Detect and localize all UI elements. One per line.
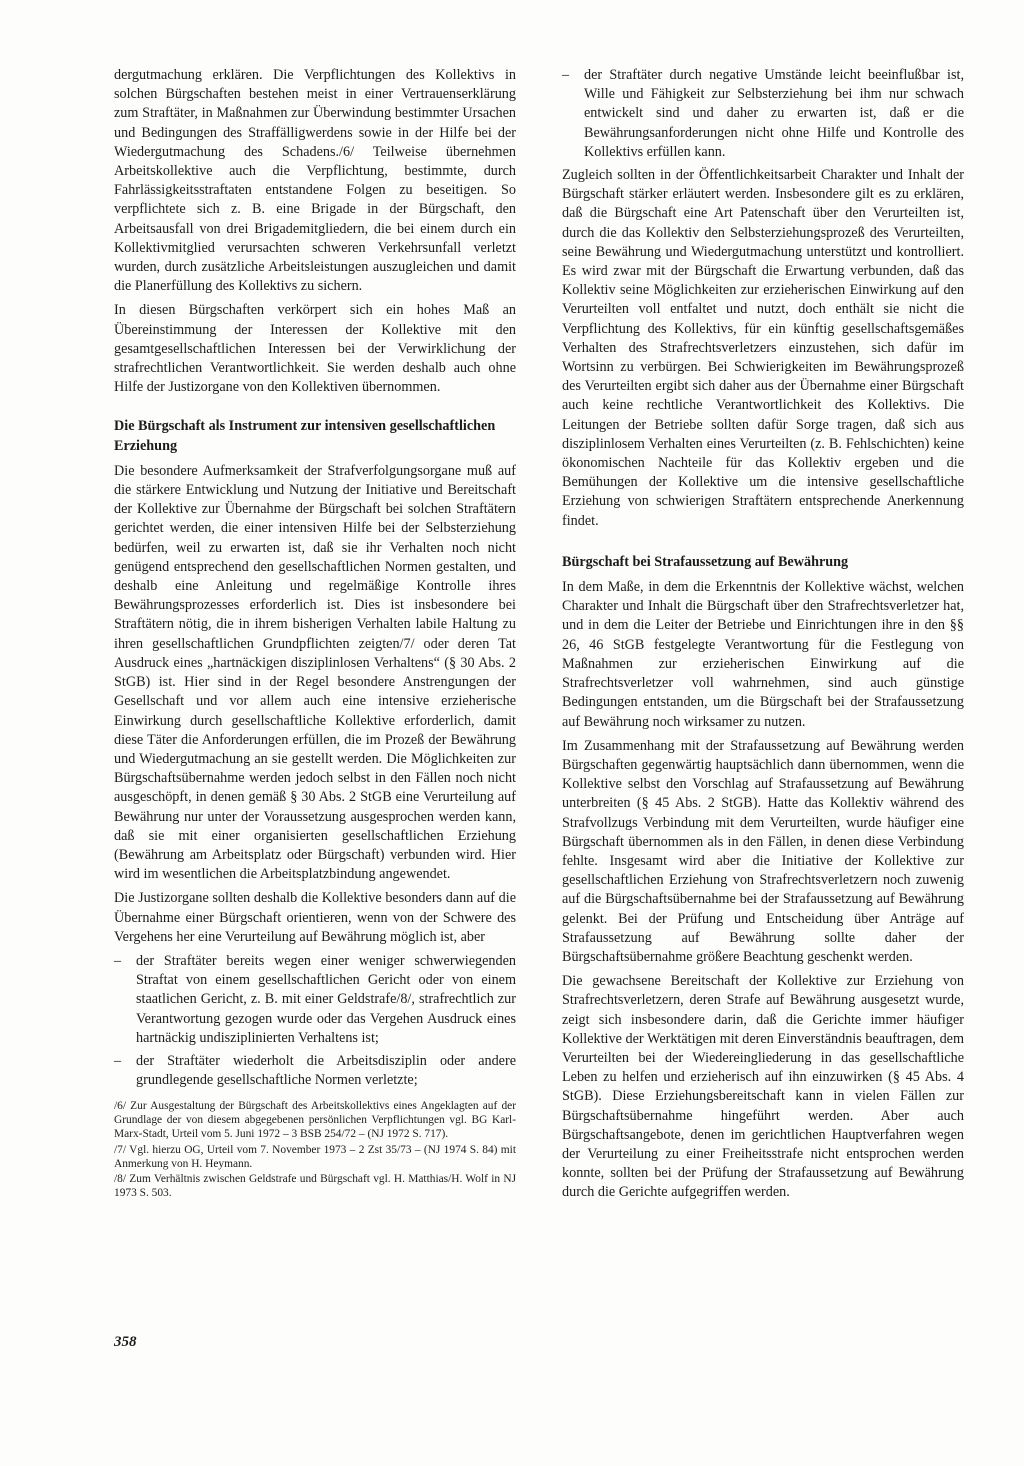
footnote-6: /6/ Zur Ausgestaltung der Bürgschaft des Arbeitskollektivs eines Angeklagten auf der Grundlage der von diesem abgegebenen persönlichen Verpflichtungen vgl. BG Karl-Marx-Stadt, Urteil vom 5. Juni 1972 – 3 BSB 254/72 – (NJ 1972 S. 717). <box>114 1100 516 1140</box>
footnote-7: /7/ Vgl. hierzu OG, Urteil vom 7. November 1973 – 2 Zst 35/73 – (NJ 1974 S. 84) mit Anmerkung von H. Heymann. <box>114 1143 516 1170</box>
paragraph: Zugleich sollten in der Öffentlichkeitsarbeit Charakter und Inhalt der Bürgschaft stärker erläutert werden. Insbesondere gilt es zu erklären, daß die Bürgschaft eine Art Patenschaft über den Verurteilten ist, durch die das Kollektiv den Selbsterziehungsprozeß des Verurteilten, seine Bewährung und Wiedergutmachung unterstützt und kontrolliert. Es wird zwar mit der Bürgschaft die Erwartung verbunden, daß das Kollektiv seine Möglichkeiten zur erzieherischen Einwirkung auf den Verurteilten voll entfaltet und nutzt, doch enthält sie nicht die Verpflichtung des Kollektivs, für ein künftig gesellschaftsgemäßes Verhalten des Strafrechtsverletzers einzustehen, sich dafür im Wortsinn zu verbürgen. Bei Schwierigkeiten im Bewährungsprozeß des Verurteilten ergibt sich daher aus der Übernahme einer Bürgschaft auch keine rechtliche Verantwortlichkeit des Kollektivs. Die Leitungen der Betriebe sollten dafür Sorge tragen, daß sich aus disziplinlosem Verhalten eines Verurteilten (z. B. Fehlschichten) keine ökonomischen Nachteile für das Kollektiv ergeben und die Bemühungen der Kollektive um die intensive gesellschaftliche Erziehung von schwierigen Straftätern entsprechende Anerkennung findet. <box>562 167 964 529</box>
paragraph: Die besondere Aufmerksamkeit der Strafverfolgungsorgane muß auf die stärkere Entwicklung und Nutzung der Initiative und Bereitschaft der Kollektive zur Übernahme der Bürgschaft bei solchen Straftätern gerichtet werden, die einer intensiven Hilfe bei der Selbsterziehung bedürfen, weil zu erwarten ist, daß sie ihr Verhalten noch nicht genügend entsprechend den gesellschaftlichen Normen gestalten, und deshalb eine Anleitung und regelmäßige Kontrolle ihres Bewährungsprozesses erforderlich ist. Dies ist insbesondere bei Straftätern nötig, die in ihrem bisherigen Verhalten labile Haltung zu ihren gesellschaftlichen Grundpflichten zeigten/7/ oder deren Tat Ausdruck eines „hartnäckigen disziplinlosen Verhaltens“ (§ 30 Abs. 2 StGB) ist. Hier sind in der Regel besondere Anstrengungen der Gesellschaft und vor allem auch eine intensive erzieherische Einwirkung durch gesellschaftliche Kollektive erforderlich, damit diese Täter die Anforderungen erfüllen, die im Prozeß der Bewährung und Wiedergutmachung an sie gestellt werden. Die Möglichkeiten zur Bürgschaftsübernahme werden jedoch selbst in den Fällen noch nicht ausgeschöpft, in denen gemäß § 30 Abs. 2 StGB eine Verurteilung auf Bewährung nur unter der Voraussetzung ausgesprochen werden kann, daß sie mit einer organisierten gesellschaftlichen Erziehung (Bewährung am Arbeitsplatz oder Bürgschaft) verbunden wird. Hier wird im wesentlichen die Arbeitsplatzbindung angewendet. <box>114 462 516 883</box>
paragraph: Im Zusammenhang mit der Strafaussetzung auf Bewährung werden Bürgschaften gegenwärtig hauptsächlich dann übernommen, wenn die Kollektive selbst den Vorschlag auf Strafaussetzung auf Bewährung unterbreiten (§ 45 Abs. 2 StGB). Hatte das Kollektiv während des Strafvollzugs Verbindung mit dem Verurteilten, wurde häufiger eine Bürgschaft übernommen als in den Fällen, in denen diese Verbindung fehlte. Insgesamt wird aber die Initiative der Kollektive zur gesellschaftlichen Erziehung von Strafrechtsverletzern noch zuwenig auf die Bürgschaftsübernahme bei der Strafaussetzung auf Bewährung gelenkt. Bei der Prüfung und Entscheidung über Anträge auf Strafaussetzung auf Bewährung sollte daher der Bürgschaftsübernahme größere Beachtung geschenkt werden. <box>562 737 964 965</box>
dash-list-item <box>562 66 964 162</box>
left-column <box>114 66 516 1203</box>
list-item-text: der Straftäter bereits wegen einer weniger schwerwiegenden Straftat von einem gesellschaftlichen Gericht oder von einem staatlichen Gericht, z. B. mit einer Geldstrafe/8/, strafrechtlich zur Verantwortung gezogen wurde oder das Vergehen Ausdruck eines hartnäckig undisziplinierten Verhaltens ist; <box>136 952 516 1046</box>
paragraph: dergutmachung erklären. Die Verpflichtungen des Kollektivs in solchen Bürgschaften bestehen meist in einer Vertrauenserklärung zum Straftäter, in Maßnahmen zur Überwindung bestimmter Ursachen und Bedingungen des Straffälligwerdens sowie in der Hilfe bei der Wiedergutmachung des Schadens./6/ Teilweise übernehmen Arbeitskollektive auch die Verpflichtung, bestimmte, durch Fahrlässigkeitsstraftaten entstandene Folgen zu beseitigen. So verpflichtete sich z. B. eine Brigade in der Bürgschaft, den Arbeitsausfall von drei Brigademitgliedern, die bei einem durch ein Kollektivmitglied verursachten schweren Verkehrsunfall verletzt wurden, durch zusätzliche Arbeitsleistungen auszugleichen und damit die Planerfüllung des Kollektivs zu sichern. <box>114 67 516 295</box>
list-item-text: der Straftäter durch negative Umstände leicht beeinflußbar ist, Wille und Fähigkeit zur Selbsterziehung bei ihm nur schwach entwickelt sind und daher zu erwarten ist, daß er die Bewährungsanforderungen nicht ohne Hilfe und Kontrolle des Kollektivs erfüllen kann. <box>584 67 964 160</box>
paragraph: Die Justizorgane sollten deshalb die Kollektive besonders dann auf die Übernahme einer Bürgschaft orientieren, wenn von der Schwere des Vergehens her eine Verurteilung auf Bewährung möglich ist, aber <box>114 890 516 945</box>
right-column <box>562 66 964 1208</box>
dash-bullet: – <box>562 67 570 83</box>
page-number: 358 <box>114 1334 137 1350</box>
dash-list-item <box>114 1052 516 1090</box>
paragraph: In dem Maße, in dem die Erkenntnis der Kollektive wächst, welchen Charakter und Inhalt die Bürgschaft über den Strafrechtsverletzer hat, und in dem die Leiter der Betriebe und Einrichtungen ihre in den §§ 26, 46 StGB festgelegte Verantwortung für die Festlegung von Maßnahmen zur erzieherischen Einwirkung auf die Strafrechtsverletzer voll wahrnehmen, sind auch günstige Bedingungen entstanden, um die Bürgschaft bei der Strafaussetzung auf Bewährung noch wirksamer zu nutzen. <box>562 579 964 730</box>
dash-bullet: – <box>114 952 122 969</box>
paragraph: Die gewachsene Bereitschaft der Kollektive zur Erziehung von Strafrechtsverletzern, deren Strafe auf Bewährung ausgesetzt wurde, zeigt sich insbesondere darin, daß die Gerichte immer häufiger Kollektive der Werktätigen mit deren Einverständnis beauftragen, dem Verurteilten bei der Wiedereingliederung in das gesellschaftliche Leben zu helfen und erzieherisch auf ihn einzuwirken (§ 45 Abs. 4 StGB). Diese Erziehungsbereitschaft kann in vielen Fällen zur Bürgschaftsübernahme hingeführt werden. Aber auch Bürgschaftsangebote, denen im gerichtlichen Hauptverfahren wegen der Verurteilung zu einer Freiheitsstrafe nicht entsprochen werden konnte, sollten bei der Prüfung der Strafaussetzung auf Bewährung durch die Gerichte aufgegriffen werden. <box>562 973 964 1201</box>
section-heading: Bürgschaft bei Strafaussetzung auf Bewährung <box>562 553 849 570</box>
list-item-text: der Straftäter wiederholt die Arbeitsdisziplin oder andere grundlegende gesellschaftliche Normen verletzte; <box>136 1052 516 1089</box>
footnotes <box>114 1100 516 1201</box>
dash-bullet: – <box>114 1052 122 1069</box>
section-heading: Die Bürgschaft als Instrument zur intensiven gesellschaftlichen Erziehung <box>114 418 496 454</box>
footnote-8: /8/ Zum Verhältnis zwischen Geldstrafe und Bürgschaft vgl. H. Matthias/H. Wolf in NJ 1973 S. 503. <box>114 1173 516 1200</box>
paragraph: In diesen Bürgschaften verkörpert sich ein hohes Maß an Übereinstimmung der Interessen der Kollektive mit den gesamtgesellschaftlichen Interessen bei der Verwirklichung der strafrechtlichen Verantwortlichkeit. Sie werden deshalb auch ohne Hilfe der Justizorgane von den Kollektiven übernommen. <box>114 302 516 396</box>
dash-list-item <box>114 952 516 1048</box>
